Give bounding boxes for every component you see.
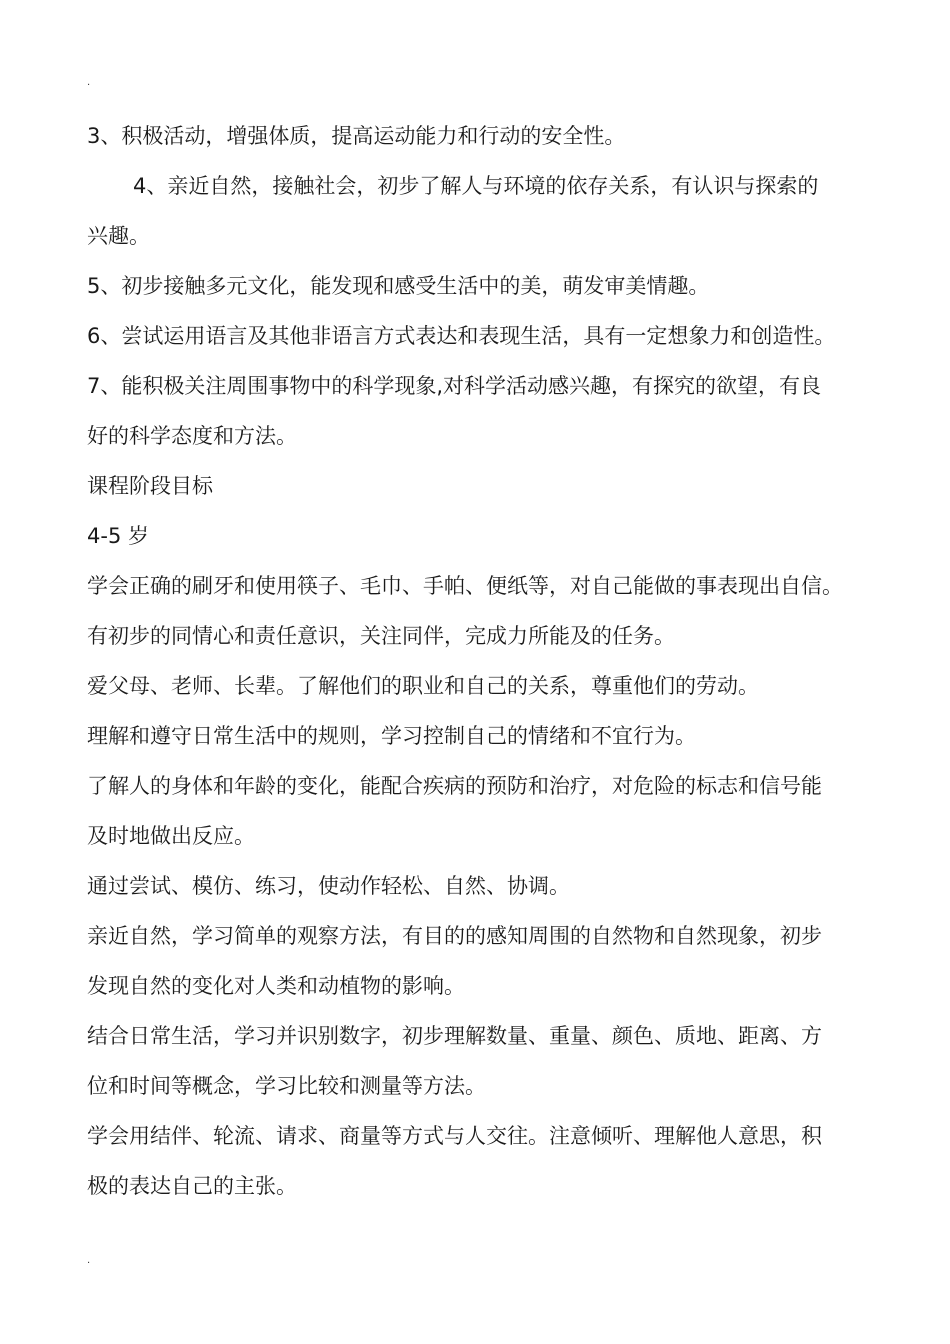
text-line: 发现自然的变化对人类和动植物的影响。: [87, 974, 465, 998]
text-line: 位和时间等概念，学习比较和测量等方法。: [87, 1074, 486, 1098]
text-line: 极的表达自己的主张。: [87, 1174, 297, 1198]
page-bottom-mark: .: [87, 1255, 91, 1266]
text-line: 6、尝试运用语言及其他非语言方式表达和表现生活，具有一定想象力和创造性。: [87, 324, 836, 348]
document-body: [87, 111, 867, 1211]
text-line: 4、亲近自然，接触社会，初步了解人与环境的依存关系，有认识与探索的: [133, 174, 819, 198]
text-line: 结合日常生活，学习并识别数字，初步理解数量、重量、颜色、质地、距离、方: [87, 1024, 822, 1048]
text-line: 好的科学态度和方法。: [87, 424, 297, 448]
text-line: 学会用结伴、轮流、请求、商量等方式与人交往。注意倾听、理解他人意思，积: [87, 1124, 822, 1148]
text-line: 理解和遵守日常生活中的规则，学习控制自己的情绪和不宜行为。: [87, 724, 696, 748]
text-line: 3、积极活动，增强体质，提高运动能力和行动的安全性。: [87, 124, 626, 148]
text-line: 爱父母、老师、长辈。了解他们的职业和自己的关系，尊重他们的劳动。: [87, 674, 759, 698]
text-line: 学会正确的刷牙和使用筷子、毛巾、手帕、便纸等，对自己能做的事表现出自信。: [87, 574, 843, 598]
text-line: 7、能积极关注周围事物中的科学现象,对科学活动感兴趣，有探究的欲望，有良: [87, 374, 822, 398]
text-line: 兴趣。: [87, 224, 150, 248]
age-group-heading: 4-5 岁: [87, 524, 149, 548]
text-line: 有初步的同情心和责任意识，关注同伴，完成力所能及的任务。: [87, 624, 675, 648]
text-line: 通过尝试、模仿、练习，使动作轻松、自然、协调。: [87, 874, 570, 898]
text-line: 亲近自然，学习简单的观察方法，有目的的感知周围的自然物和自然现象，初步: [87, 924, 822, 948]
section-heading: 课程阶段目标: [87, 474, 213, 498]
text-line: 5、初步接触多元文化，能发现和感受生活中的美，萌发审美情趣。: [87, 274, 710, 298]
page-top-mark: .: [87, 77, 91, 88]
text-line: 了解人的身体和年龄的变化，能配合疾病的预防和治疗，对危险的标志和信号能: [87, 774, 822, 798]
text-line: 及时地做出反应。: [87, 824, 255, 848]
